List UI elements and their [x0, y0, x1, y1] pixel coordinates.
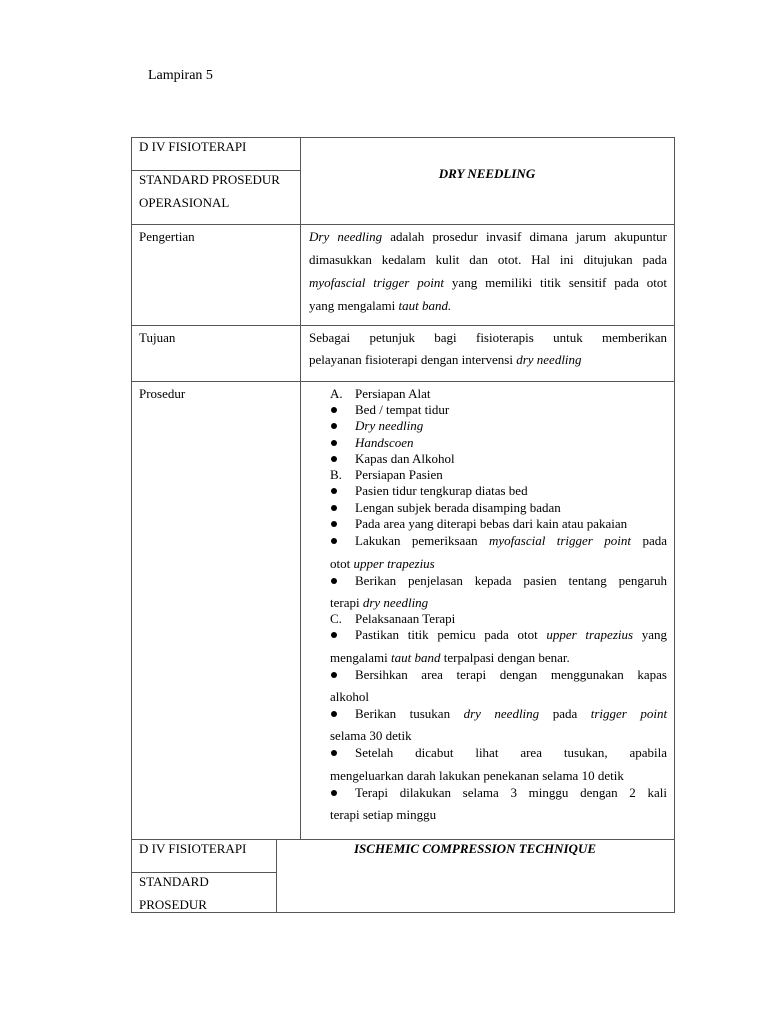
- text-span: Pasien tidur tengkurap diatas bed: [355, 483, 528, 498]
- text-span: B.: [330, 467, 342, 482]
- text-span: Sebagai petunjuk bagi fisioterapis untuk memberikan: [309, 330, 667, 345]
- list-item-continuation: [330, 556, 435, 572]
- procedure-title: ISCHEMIC COMPRESSION TECHNIQUE: [353, 841, 597, 856]
- text-span: yang memiliki titik sensitif pada otot: [451, 275, 667, 290]
- table-border: [131, 872, 277, 873]
- list-item: [355, 573, 667, 589]
- table-border: [131, 224, 675, 225]
- section-a-title: [355, 386, 430, 402]
- list-item-continuation: [330, 595, 428, 611]
- procedure-title: DRY NEEDLING: [438, 166, 536, 181]
- list-item: [355, 418, 423, 434]
- list-item: [355, 785, 667, 801]
- text-span: dry needling: [362, 595, 429, 610]
- list-item: [355, 435, 414, 451]
- text-span: pelayanan fisioterapi dengan intervensi: [309, 352, 513, 367]
- list-item-continuation: [330, 650, 570, 666]
- bullet-icon: [331, 505, 337, 511]
- tujuan-label: Tujuan: [139, 330, 176, 345]
- department-label: D IV FISIOTERAPI: [139, 841, 247, 856]
- bullet-icon: [331, 521, 337, 527]
- text-span: terpalpasi dengan benar.: [443, 650, 570, 665]
- text-span: taut band.: [398, 298, 452, 313]
- list-item-continuation: [330, 768, 624, 784]
- bullet-icon: [331, 672, 337, 678]
- text-span: pada: [642, 533, 667, 548]
- text-span: selama 30 detik: [330, 728, 412, 743]
- text-span: terapi: [330, 595, 360, 610]
- text-span: pada: [552, 706, 578, 721]
- text-span: myofascial trigger point: [309, 275, 444, 290]
- text-span: Handscoen: [355, 435, 414, 450]
- text-span: alkohol: [330, 689, 369, 704]
- text-span: Setelah dicabut lihat area tusukan, apabila: [355, 745, 667, 760]
- text-span: Berikan tusukan: [355, 706, 451, 721]
- text-span: dry needling: [516, 352, 582, 367]
- bullet-icon: [331, 711, 337, 717]
- bullet-icon: [331, 440, 337, 446]
- text-span: Terapi dilakukan selama 3 minggu dengan 2 kali: [355, 785, 667, 800]
- bullet-icon: [331, 488, 337, 494]
- sop-label-line1: STANDARD PROSEDUR: [139, 172, 280, 187]
- table-border: [131, 381, 675, 382]
- table-border: [131, 137, 132, 840]
- list-item: [355, 500, 561, 516]
- prosedur-label: Prosedur: [139, 386, 186, 401]
- text-span: taut band: [391, 650, 441, 665]
- bullet-icon: [331, 632, 337, 638]
- table-border: [674, 839, 675, 913]
- list-item: [355, 533, 667, 549]
- list-item-continuation: [330, 807, 436, 823]
- list-item: [355, 627, 667, 643]
- text-span: Persiapan Alat: [355, 386, 431, 401]
- table-border: [131, 170, 301, 171]
- table-border: [131, 839, 132, 913]
- text-span: upper trapezius: [353, 556, 435, 571]
- text-span: dimasukkan kedalam kulit dan otot. Hal ini ditujukan pada: [309, 252, 667, 267]
- list-item: [355, 483, 528, 499]
- text-span: Berikan penjelasan kepada pasien tentang pengaruh: [355, 573, 667, 588]
- text-span: yang mengalami: [309, 298, 396, 313]
- text-span: myofascial trigger point: [489, 533, 632, 548]
- list-item-continuation: [330, 689, 369, 705]
- text-span: Bersihkan area terapi dengan menggunakan kapas: [355, 667, 667, 682]
- section-c-heading: [330, 611, 342, 627]
- text-span: upper trapezius: [546, 627, 634, 642]
- text-span: mengeluarkan darah lakukan penekanan selama 10 detik: [330, 768, 624, 783]
- text-span: Persiapan Pasien: [355, 467, 443, 482]
- text-span: Dry needling: [309, 229, 383, 244]
- list-item-continuation: [330, 728, 412, 744]
- text-span: Pastikan titik pemicu pada otot: [355, 627, 538, 642]
- list-item: [355, 451, 455, 467]
- table-border: [674, 137, 675, 840]
- sop-label-line1: STANDARD: [139, 874, 209, 889]
- bullet-icon: [331, 750, 337, 756]
- pengertian-label: Pengertian: [139, 229, 195, 244]
- section-c-title: [355, 611, 455, 627]
- text-span: Bed / tempat tidur: [355, 402, 450, 417]
- text-span: A.: [330, 386, 343, 401]
- text-span: Pelaksanaan Terapi: [355, 611, 456, 626]
- text-span: Dry needling: [355, 418, 424, 433]
- list-item: [355, 667, 667, 683]
- text-span: yang: [641, 627, 668, 642]
- text-span: terapi setiap minggu: [330, 807, 437, 822]
- bullet-icon: [331, 790, 337, 796]
- section-b-title: [355, 467, 443, 483]
- bullet-icon: [331, 423, 337, 429]
- section-b-heading: [330, 467, 342, 483]
- table-border: [131, 325, 675, 326]
- text-span: adalah prosedur invasif dimana jarum akupuntur: [390, 229, 668, 244]
- list-item: [355, 402, 449, 418]
- lampiran-label: Lampiran 5: [148, 68, 213, 83]
- table-border: [131, 912, 675, 913]
- list-item: [355, 516, 627, 532]
- text-span: Kapas dan Alkohol: [355, 451, 455, 466]
- list-item: [355, 706, 667, 722]
- bullet-icon: [331, 538, 337, 544]
- sop-label-line2: OPERASIONAL: [139, 195, 230, 210]
- text-span: Lengan subjek berada disamping badan: [355, 500, 561, 515]
- section-a-heading: [330, 386, 343, 402]
- bullet-icon: [331, 407, 337, 413]
- text-span: mengalami: [330, 650, 388, 665]
- table-border: [131, 137, 675, 138]
- table-border: [300, 137, 301, 840]
- text-span: otot: [330, 556, 351, 571]
- text-span: Lakukan pemeriksaan: [355, 533, 478, 548]
- text-span: C.: [330, 611, 342, 626]
- text-span: trigger point: [590, 706, 668, 721]
- table-border: [131, 839, 675, 840]
- text-span: dry needling: [463, 706, 540, 721]
- department-label: D IV FISIOTERAPI: [139, 139, 247, 154]
- sop-label-line2: PROSEDUR: [139, 897, 207, 912]
- list-item: [355, 745, 667, 761]
- text-span: Pada area yang diterapi bebas dari kain atau pakaian: [355, 516, 628, 531]
- bullet-icon: [331, 456, 337, 462]
- bullet-icon: [331, 578, 337, 584]
